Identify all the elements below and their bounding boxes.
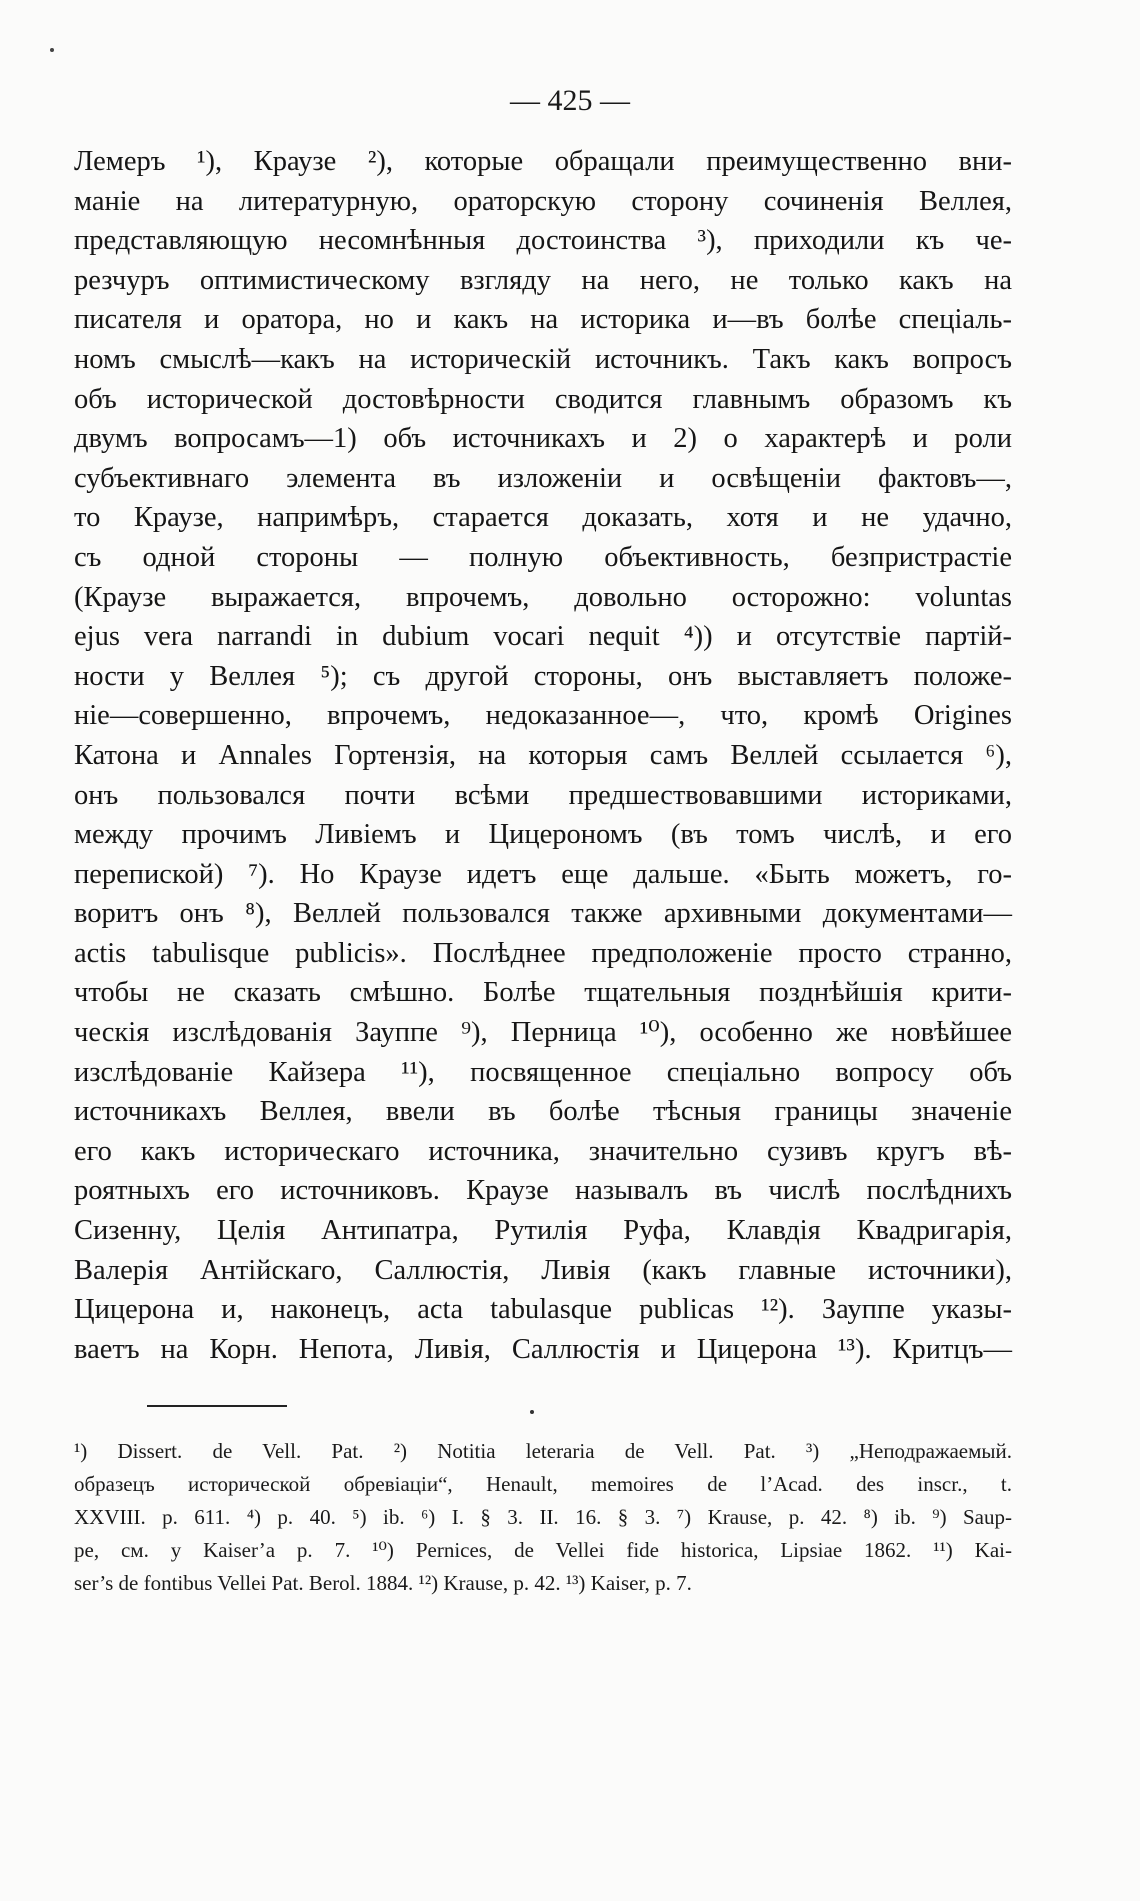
body-line: Цицерона и, наконецъ, acta tabulasque publicas ¹²). Зауппе указы- [74,1294,1012,1326]
footnote-line: XXVIII. p. 611. ⁴) p. 40. ⁵) ib. ⁶) I. § 3. II. 16. § 3. ⁷) Krause, p. 42. ⁸) ib. ⁹) Saup- [74,1505,1012,1529]
body-line: съ одной стороны — полную объективность, безпристрастіе [74,541,1012,573]
body-line: писателя и оратора, но и какъ на историка и—въ болѣе спеціаль- [74,304,1012,336]
body-line: ности у Веллея ⁵); съ другой стороны, онъ выставляетъ положе- [74,660,1012,692]
body-line: изслѣдованіе Кайзера ¹¹), посвященное спеціально вопросу объ [74,1056,1012,1088]
body-line: его какъ историческаго источника, значительно сузивъ кругъ вѣ- [74,1135,1012,1167]
body-line: между прочимъ Ливіемъ и Цицерономъ (въ томъ числѣ, и его [74,819,1012,851]
body-line: (Краузе выражается, впрочемъ, довольно осторожно: voluntas [74,581,1012,613]
footnote-line: ser’s de fontibus Vellei Pat. Berol. 1884. ¹²) Krause, p. 42. ¹³) Kaiser, p. 7. [74,1571,692,1595]
footnote-line: pe, см. у Kaiser’a p. 7. ¹⁰) Pernices, de Vellei fide historica, Lipsiae 1862. ¹¹) Kai- [74,1538,1012,1562]
body-line: источникахъ Веллея, ввели въ болѣе тѣсныя границы значеніе [74,1096,1012,1128]
body-line: номъ смыслѣ—какъ на историческій источникъ. Такъ какъ вопросъ [74,343,1012,375]
print-dot [530,1410,534,1414]
body-line: субъективнаго элемента въ изложеніи и освѣщеніи фактовъ—, [74,462,1012,494]
body-line: резчуръ оптимистическому взгляду на него, не только какъ на [74,264,1012,296]
body-line: двумъ вопросамъ—1) объ источникахъ и 2) о характерѣ и роли [74,423,1012,455]
body-line: actis tabulisque publicis». Послѣднее предположеніе просто странно, [74,937,1012,969]
body-line: чтобы не сказать смѣшно. Болѣе тщательныя позднѣйшія крити- [74,977,1012,1009]
footnote-separator [147,1405,287,1407]
body-line: онъ пользовался почти всѣми предшествовавшими историками, [74,779,1012,811]
body-line: ніе—совершенно, впрочемъ, недоказанное—, что, кромѣ Origines [74,700,1012,732]
footnotes [74,1435,1012,1600]
body-line: то Краузе, напримѣръ, старается доказать, хотя и не удачно, [74,502,1012,534]
body-line: ваетъ на Корн. Непота, Ливія, Саллюстія и Цицерона ¹³). Критцъ— [74,1333,1012,1365]
body-line: роятныхъ его источниковъ. Краузе называлъ въ числѣ послѣднихъ [74,1175,1012,1207]
body-line: маніе на литературную, ораторскую сторону сочиненія Веллея, [74,185,1012,217]
body-line: перепиской) ⁷). Но Краузе идетъ еще дальше. «Быть можетъ, го- [74,858,1012,890]
body-line: Сизенну, Целія Антипатра, Рутилія Руфа, Клавдія Квадригарія, [74,1215,1012,1247]
body-line: Валерія Антійскаго, Саллюстія, Ливія (какъ главные источники), [74,1254,1012,1286]
body-line: ческія изслѣдованія Зауппе ⁹), Перница ¹⁰), особенно же новѣйшее [74,1017,1012,1049]
footnote-line: ¹) Dissert. de Vell. Pat. ²) Notitia leteraria de Vell. Pat. ³) „Неподражаемый. [74,1439,1012,1463]
body-line: воритъ онъ ⁸), Веллей пользовался также архивными документами— [74,898,1012,930]
print-speck [50,48,54,52]
body-line: Катона и Annales Гортензія, на которыя самъ Веллей ссылается ⁶), [74,739,1012,771]
page-number: — 425 — [510,84,630,117]
body-line: объ исторической достовѣрности сводится главнымъ образомъ къ [74,383,1012,415]
body-line: представляющую несомнѣнныя достоинства ³), приходили къ че- [74,225,1012,257]
body-text [74,142,1012,1369]
body-line: ejus vera narrandi in dubium vocari nequit ⁴)) и отсутствіе партій- [74,621,1012,653]
body-line: Лемеръ ¹), Краузе ²), которые обращали преимущественно вни- [74,146,1012,177]
footnote-line: образецъ исторической обревіаціи“, Henault, memoires de l’Acad. des inscr., t. [74,1472,1012,1496]
